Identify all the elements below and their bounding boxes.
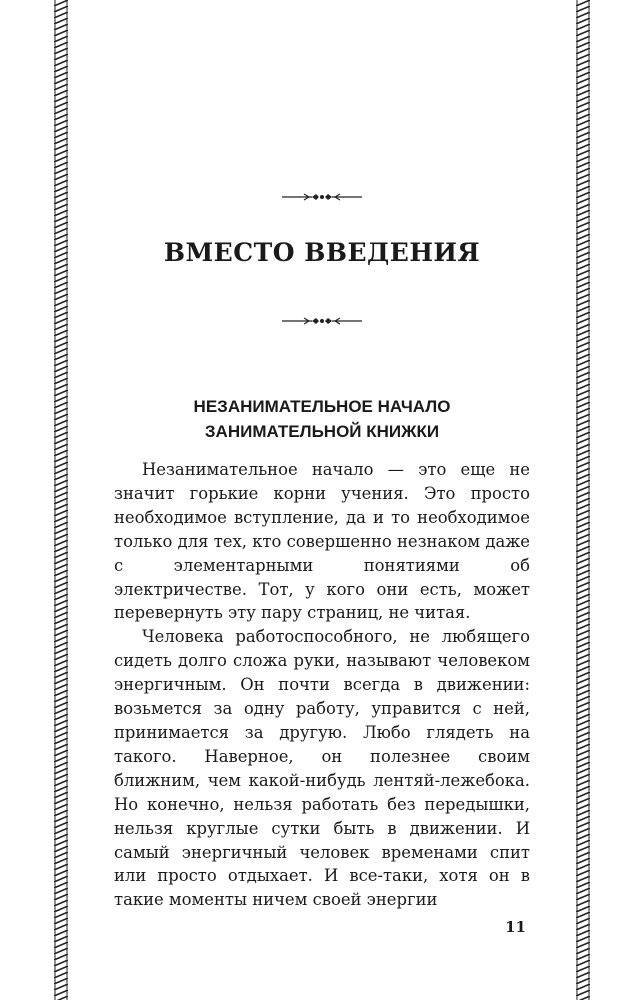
section-title [100,394,544,444]
ornament-divider-top-icon [282,191,362,203]
ornament-divider-bottom-icon [282,315,362,327]
paragraph: Человека работоспособного, не любящего сидеть долго сложа руки, называют человеком энергичным. Он почти всегда в движении: возьмется за одну работу, управится с ней, принимается за другую. Любо глядеть на такого. Наверное, он полезнее своим ближним, чем какой-нибудь лентяй-лежебока. Но конечно, нельзя работать без передышки, нельзя круглые сутки быть в движении. И самый энергичный человек временами спит или просто отдыхает. И все-таки, хотя он в такие моменты ничем своей энергии [114,627,530,910]
body-text [114,458,530,912]
chapter-title: ВМЕСТО ВВЕДЕНИЯ [163,238,481,267]
left-decorative-border [54,0,68,1000]
right-decorative-border [576,0,590,1000]
page-number: 11 [505,918,526,936]
section-title-line-1: НЕЗАНИМАТЕЛЬНОЕ НАЧАЛО [193,397,451,416]
book-page [114,0,530,1000]
section-title-line-2: ЗАНИМАТЕЛЬНОЙ КНИЖКИ [204,422,440,441]
paragraph: Незанимательное начало — это еще не значит горькие корни учения. Это просто необходимое вступление, да и то необходимое только для тех, кто совершенно незнаком даже с элементарными понятиями об электричестве. Тот, у кого они есть, может перевернуть эту пару страниц, не читая. [114,460,530,623]
